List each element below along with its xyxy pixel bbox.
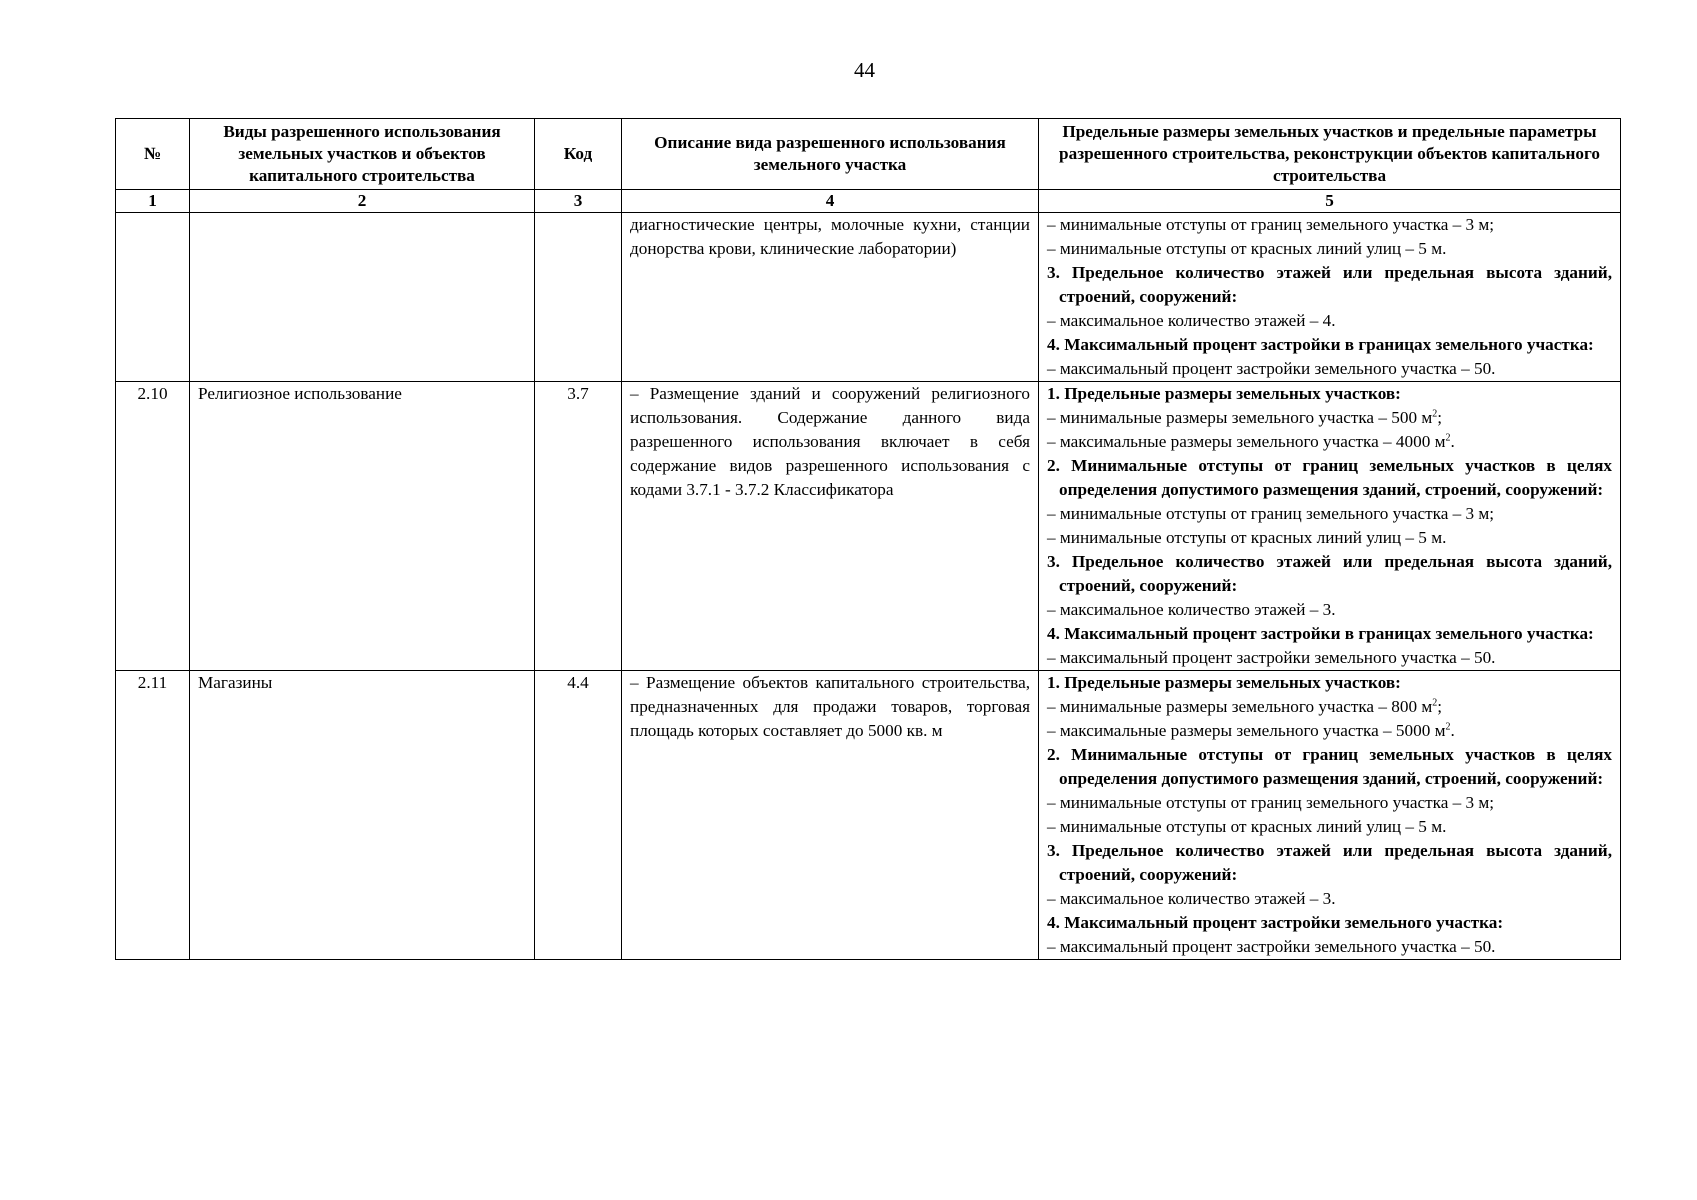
header-number: № xyxy=(116,119,190,190)
row-number: 2.11 xyxy=(116,671,190,960)
row-description: – Размещение объектов капитального строительства, предназначенных для продажи товаров, торговая площадь которых составляет до 5000 кв. м xyxy=(622,671,1039,960)
column-number: 2 xyxy=(190,190,535,213)
table-row xyxy=(116,213,1621,382)
table-row xyxy=(116,382,1621,671)
param-line: – максимальный процент застройки земельного участка – 50. xyxy=(1047,937,1496,956)
param-heading: 2. Минимальные отступы от границ земельных участков в целях определения допустимого размещения зданий, строений, сооружений: xyxy=(1047,456,1612,499)
row-code: 4.4 xyxy=(535,671,622,960)
header-use-type: Виды разрешенного использования земельных участков и объектов капитального строительства xyxy=(190,119,535,190)
column-number: 3 xyxy=(535,190,622,213)
param-heading: 4. Максимальный процент застройки в границах земельного участка: xyxy=(1047,335,1594,354)
param-heading: 3. Предельное количество этажей или предельная высота зданий, строений, сооружений: xyxy=(1047,841,1612,884)
header-description: Описание вида разрешенного использования земельного участка xyxy=(622,119,1039,190)
param-heading: 4. Максимальный процент застройки земельного участка: xyxy=(1047,913,1504,932)
param-line: – минимальные отступы от красных линий улиц – 5 м. xyxy=(1047,239,1447,258)
table-row xyxy=(116,671,1621,960)
param-heading: 3. Предельное количество этажей или предельная высота зданий, строений, сооружений: xyxy=(1047,552,1612,595)
param-heading: 1. Предельные размеры земельных участков: xyxy=(1047,384,1401,403)
row-use-type xyxy=(190,213,535,382)
land-use-table xyxy=(115,118,1621,960)
param-heading: 4. Максимальный процент застройки в границах земельного участка: xyxy=(1047,624,1594,643)
param-line: – минимальные отступы от красных линий улиц – 5 м. xyxy=(1047,817,1447,836)
row-code xyxy=(535,213,622,382)
row-code: 3.7 xyxy=(535,382,622,671)
row-parameters xyxy=(1039,213,1621,382)
param-heading: 3. Предельное количество этажей или предельная высота зданий, строений, сооружений: xyxy=(1047,263,1612,306)
row-description: диагностические центры, молочные кухни, станции донорства крови, клинические лаборатории) xyxy=(622,213,1039,382)
param-line: – минимальные размеры земельного участка – 500 $м^2$; xyxy=(1047,408,1442,427)
param-line: – максимальный процент застройки земельного участка – 50. xyxy=(1047,648,1496,667)
row-parameters xyxy=(1039,382,1621,671)
param-heading: 1. Предельные размеры земельных участков: xyxy=(1047,673,1401,692)
param-line: – максимальные размеры земельного участка – 5000 $м^2$. xyxy=(1047,721,1455,740)
param-heading: 2. Минимальные отступы от границ земельных участков в целях определения допустимого размещения зданий, строений, сооружений: xyxy=(1047,745,1612,788)
row-number xyxy=(116,213,190,382)
row-use-type: Магазины xyxy=(190,671,535,960)
table-header-row xyxy=(116,119,1621,190)
param-line: – минимальные размеры земельного участка – 800 $м^2$; xyxy=(1047,697,1442,716)
column-number: 4 xyxy=(622,190,1039,213)
header-code: Код xyxy=(535,119,622,190)
row-use-type: Религиозное использование xyxy=(190,382,535,671)
param-line: – минимальные отступы от красных линий улиц – 5 м. xyxy=(1047,528,1447,547)
param-line: – максимальное количество этажей – 4. xyxy=(1047,311,1336,330)
param-line: – максимальный процент застройки земельного участка – 50. xyxy=(1047,359,1496,378)
row-description: – Размещение зданий и сооружений религиозного использования. Содержание данного вида разрешенного использования включает в себя содержание видов разрешенного использования с кодами 3.7.1 - 3.7.2 Классификатора xyxy=(622,382,1039,671)
page-number: 44 xyxy=(854,58,875,82)
param-line: – минимальные отступы от границ земельного участка – 3 м; xyxy=(1047,215,1495,234)
param-line: – максимальные размеры земельного участка – 4000 $м^2$. xyxy=(1047,432,1455,451)
param-line: – минимальные отступы от границ земельного участка – 3 м; xyxy=(1047,793,1495,812)
param-line: – минимальные отступы от границ земельного участка – 3 м; xyxy=(1047,504,1495,523)
row-number: 2.10 xyxy=(116,382,190,671)
column-number: 1 xyxy=(116,190,190,213)
row-parameters xyxy=(1039,671,1621,960)
param-line: – максимальное количество этажей – 3. xyxy=(1047,889,1336,908)
column-numbers-row xyxy=(116,190,1621,213)
header-parameters: Предельные размеры земельных участков и предельные параметры разрешенного строительства, реконструкции объектов капитального строительства xyxy=(1039,119,1621,190)
column-number: 5 xyxy=(1039,190,1621,213)
param-line: – максимальное количество этажей – 3. xyxy=(1047,600,1336,619)
